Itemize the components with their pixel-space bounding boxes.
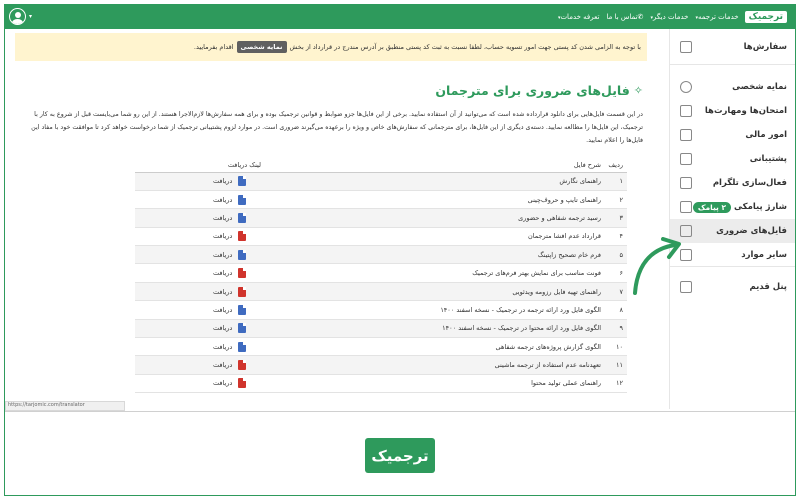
file-description: تعهدنامه عدم استفاده از ترجمه ماشینی bbox=[261, 356, 601, 374]
sidebar bbox=[669, 29, 795, 409]
site-logo[interactable]: ترجمیک bbox=[745, 11, 787, 23]
sms-icon bbox=[680, 201, 692, 213]
word-file-icon bbox=[238, 250, 246, 260]
telegram-icon bbox=[680, 177, 692, 189]
row-number: ۲ bbox=[601, 190, 627, 208]
pdf-file-icon bbox=[238, 268, 246, 278]
user-icon bbox=[680, 81, 692, 93]
row-number: ۱۱ bbox=[601, 356, 627, 374]
download-label: دریافت bbox=[213, 342, 233, 351]
table-row bbox=[135, 264, 627, 282]
phone-icon: ✆ bbox=[637, 13, 644, 21]
download-link[interactable] bbox=[135, 268, 261, 278]
table-row bbox=[135, 301, 627, 319]
row-number: ۶ bbox=[601, 264, 627, 282]
table-row bbox=[135, 190, 627, 208]
page-heading bbox=[15, 83, 647, 98]
row-number: ۱ bbox=[601, 172, 627, 190]
download-link[interactable] bbox=[135, 305, 261, 315]
file-description: الگوی گزارش پروژه‌های ترجمه شفاهی bbox=[261, 338, 601, 356]
chevron-down-icon: ▾ bbox=[650, 15, 653, 21]
chevron-down-icon: ▾ bbox=[695, 15, 698, 21]
file-description: راهنمای تهیه فایل رزومه ویدئویی bbox=[261, 282, 601, 300]
sidebar-item-exams[interactable] bbox=[670, 99, 795, 123]
table-row bbox=[135, 172, 627, 190]
arrow-annotation bbox=[625, 237, 685, 301]
sidebar-item-profile[interactable] bbox=[670, 75, 795, 99]
status-url: https://tarjomic.com/translator bbox=[5, 401, 125, 411]
word-file-icon bbox=[238, 195, 246, 205]
row-number: ۸ bbox=[601, 301, 627, 319]
download-label: دریافت bbox=[213, 361, 233, 370]
sidebar-item-label: امور مالی bbox=[745, 130, 787, 140]
file-description: قرارداد عدم افشا مترجمان bbox=[261, 227, 601, 245]
sidebar-item-label: امتحان‌ها ومهارت‌ها bbox=[704, 106, 787, 116]
table-row bbox=[135, 319, 627, 337]
row-number: ۱۰ bbox=[601, 338, 627, 356]
download-link[interactable] bbox=[135, 176, 261, 186]
sidebar-item-label: پنل قدیم bbox=[749, 282, 787, 292]
orders-icon bbox=[680, 41, 692, 53]
chevron-down-icon: ▾ bbox=[557, 15, 561, 21]
table-row bbox=[135, 209, 627, 227]
sidebar-item-orders[interactable] bbox=[670, 29, 795, 65]
download-label: دریافت bbox=[213, 379, 233, 388]
file-description: راهنمای نگارش bbox=[261, 172, 601, 190]
support-icon bbox=[680, 153, 692, 165]
download-link[interactable] bbox=[135, 360, 261, 370]
col-header-link: لینک دریافت bbox=[135, 158, 261, 172]
row-number: ۱۲ bbox=[601, 374, 627, 392]
pdf-file-icon bbox=[238, 378, 246, 388]
page-description: در این قسمت فایل‌هایی برای دانلود قرارداده شده است که می‌توانید از آن استفاده نمایید. برخی از این فایل‌ها جزو ضوابط و قوانین ترجمیک بوده و برای همه سفارش‌ها لازم‌الاجرا هستند. از این رو شما می‌بایست قبل از شروع به کار با ترجمیک، این فایل‌ها را مطالعه نمایید. دسته‌ی دیگری از این فایل‌ها، برای مترجمانی که سفارش‌های خاص و ویژه را برعهده می‌گیرند ضروری است. در موارد لزوم پشتیبانی ترجمیک از شما درخواست خواهد کرد تا موافقت خود با مفاد این فایل‌ها را اعلام نمایید. bbox=[31, 111, 643, 144]
table-row bbox=[135, 356, 627, 374]
sms-count-badge: ۲ پیامک bbox=[693, 202, 731, 213]
word-file-icon bbox=[238, 323, 246, 333]
sidebar-item-label: فعال‌سازی تلگرام bbox=[712, 178, 787, 188]
brand-logo: ترجمیک bbox=[365, 438, 435, 473]
row-number: ۷ bbox=[601, 282, 627, 300]
download-link[interactable] bbox=[135, 342, 261, 352]
nav-contact[interactable]: ✆تماس با ما bbox=[606, 13, 644, 21]
top-navbar bbox=[5, 5, 795, 29]
sidebar-item-label: سفارش‌ها bbox=[743, 41, 787, 52]
finance-icon bbox=[680, 129, 692, 141]
table-row bbox=[135, 338, 627, 356]
sidebar-item-files[interactable] bbox=[670, 219, 795, 243]
download-label: دریافت bbox=[213, 287, 233, 296]
word-file-icon bbox=[238, 176, 246, 186]
download-link[interactable] bbox=[135, 195, 261, 205]
col-header-desc: شرح فایل bbox=[261, 158, 601, 172]
download-label: دریافت bbox=[213, 195, 233, 204]
sidebar-item-label: پشتیبانی bbox=[749, 154, 787, 164]
sidebar-item-label: فایل‌های ضروری bbox=[716, 226, 787, 236]
sidebar-item-support[interactable] bbox=[670, 147, 795, 171]
download-label: دریافت bbox=[213, 213, 233, 222]
sidebar-item-label: شارژ پیامکی bbox=[734, 202, 787, 212]
download-label: دریافت bbox=[213, 250, 233, 259]
sidebar-item-sms[interactable] bbox=[670, 195, 795, 219]
row-number: ۳ bbox=[601, 209, 627, 227]
sidebar-item-more[interactable] bbox=[670, 243, 795, 267]
file-description: الگوی فایل ورد ارائه ترجمه در ترجمیک - نسخه اسفند ۱۴۰۰ bbox=[261, 301, 601, 319]
row-number: ۹ bbox=[601, 319, 627, 337]
main-content bbox=[15, 33, 647, 405]
notice-text-end: اقدام بفرمایید. bbox=[193, 43, 234, 51]
download-link[interactable] bbox=[135, 323, 261, 333]
table-row bbox=[135, 282, 627, 300]
nav-other-services[interactable]: خدمات دیگر▾ bbox=[650, 13, 689, 21]
download-link[interactable] bbox=[135, 250, 261, 260]
notice-bar bbox=[15, 33, 647, 61]
pdf-file-icon bbox=[238, 360, 246, 370]
table-row bbox=[135, 227, 627, 245]
file-description: رسید ترجمه شفاهی و حضوری bbox=[261, 209, 601, 227]
download-link[interactable] bbox=[135, 231, 261, 241]
word-file-icon bbox=[238, 305, 246, 315]
profile-link-button[interactable]: نمایه شخصی bbox=[237, 41, 287, 53]
sidebar-item-old-panel[interactable] bbox=[670, 275, 795, 299]
sidebar-item-label: سایر موارد bbox=[741, 249, 787, 260]
file-description: راهنمای عملی تولید محتوا bbox=[261, 374, 601, 392]
download-link[interactable] bbox=[135, 213, 261, 223]
page-title: فایل‌های ضروری برای مترجمان bbox=[435, 83, 630, 98]
download-label: دریافت bbox=[213, 232, 233, 241]
table-row bbox=[135, 246, 627, 264]
avatar-icon bbox=[9, 8, 26, 25]
file-icon bbox=[680, 225, 692, 237]
download-label: دریافت bbox=[213, 177, 233, 186]
nav-translation-services[interactable]: خدمات ترجمه▾ bbox=[695, 13, 739, 21]
pdf-file-icon bbox=[238, 287, 246, 297]
exam-icon bbox=[680, 105, 692, 117]
user-menu[interactable] bbox=[9, 8, 32, 25]
download-label: دریافت bbox=[213, 269, 233, 278]
nav-pricing[interactable]: تعرفه خدمات▾ bbox=[557, 13, 600, 21]
file-description: الگوی فایل ورد ارائه محتوا در ترجمیک - نسخه اسفند ۱۴۰۰ bbox=[261, 319, 601, 337]
app-frame bbox=[4, 4, 796, 496]
download-label: دریافت bbox=[213, 324, 233, 333]
download-link[interactable] bbox=[135, 378, 261, 388]
divider bbox=[5, 411, 795, 412]
sidebar-item-label: نمایه شخصی bbox=[732, 82, 787, 92]
sparkle-icon: ✧ bbox=[633, 84, 643, 97]
word-file-icon bbox=[238, 342, 246, 352]
word-file-icon bbox=[238, 213, 246, 223]
files-table bbox=[135, 158, 627, 393]
file-description: فونت مناسب برای نمایش بهتر فرم‌های ترجمیک bbox=[261, 264, 601, 282]
sidebar-item-finance[interactable] bbox=[670, 123, 795, 147]
table-header-row bbox=[135, 158, 627, 172]
row-number: ۵ bbox=[601, 246, 627, 264]
row-number: ۴ bbox=[601, 227, 627, 245]
sidebar-item-telegram[interactable] bbox=[670, 171, 795, 195]
pdf-file-icon bbox=[238, 231, 246, 241]
download-link[interactable] bbox=[135, 287, 261, 297]
col-header-num: ردیف bbox=[601, 158, 627, 172]
table-row bbox=[135, 374, 627, 392]
file-description: راهنمای تایپ و حروف‌چینی bbox=[261, 190, 601, 208]
download-label: دریافت bbox=[213, 305, 233, 314]
notice-text: با توجه به الزامی شدن کد پستی جهت امور تسویه حساب، لطفا نسبت به ثبت کد پستی منطبق بر آدرس مندرج در قرارداد از بخش bbox=[289, 43, 641, 51]
file-description: فرم خام تصحیح زاپتینگ bbox=[261, 246, 601, 264]
chevron-down-icon: ▾ bbox=[29, 13, 33, 20]
